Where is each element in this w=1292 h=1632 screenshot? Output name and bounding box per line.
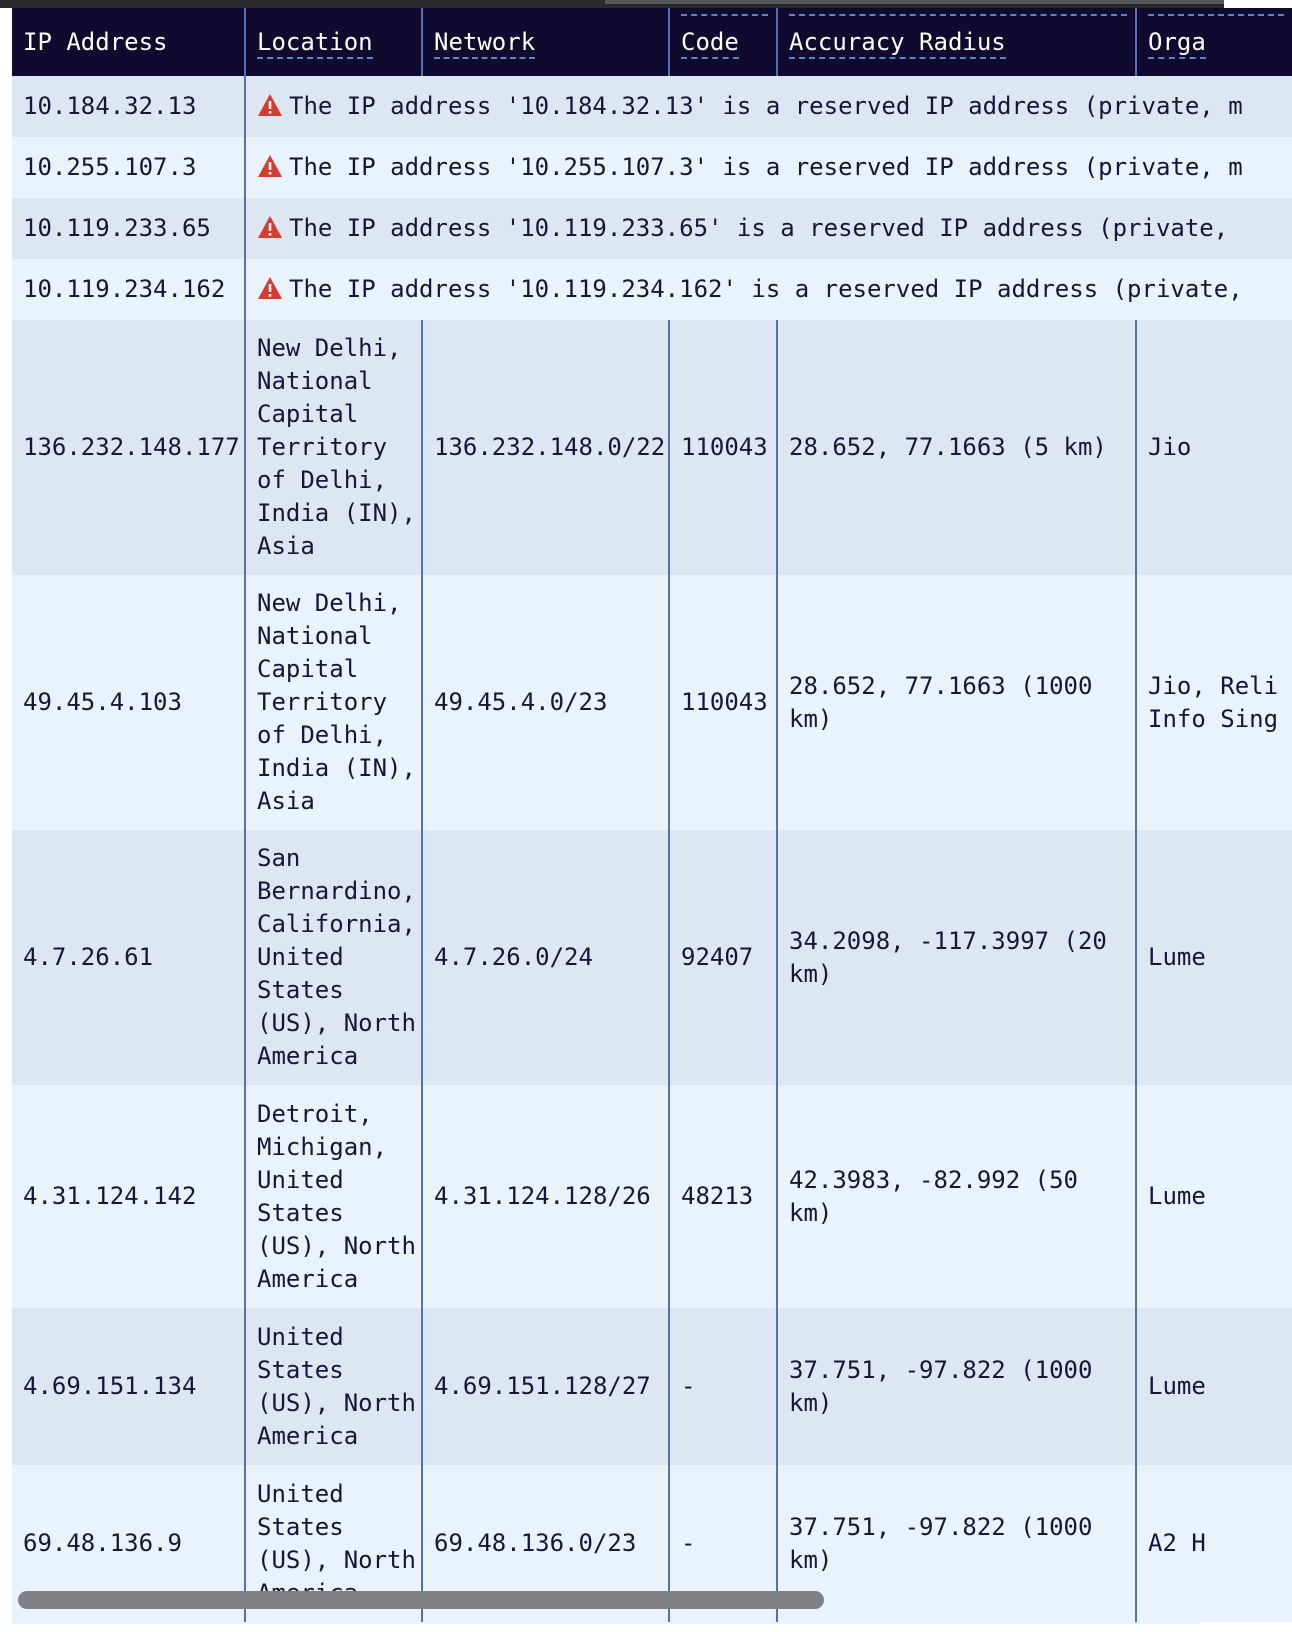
cell-organization: Jio — [1136, 320, 1292, 575]
cell-organization: Lume — [1136, 1308, 1292, 1465]
table-row — [12, 1308, 1292, 1465]
window-top-bar — [0, 0, 1224, 8]
cell-code: - — [669, 1308, 777, 1465]
cell-accuracy-radius: 28.652, 77.1663 (1000 km) — [777, 575, 1136, 830]
cell-location: New Delhi, National Capital Territory of Delhi, India (IN), Asia — [245, 575, 422, 830]
warning-icon — [257, 276, 283, 300]
cell-network: 4.31.124.128/26 — [422, 1085, 669, 1308]
cell-location: United States (US), North — [245, 1465, 422, 1622]
cell-location: United States (US), North America — [245, 1308, 422, 1465]
header-network[interactable]: Network — [422, 8, 669, 76]
table-header-row — [12, 8, 1292, 76]
cell-accuracy-radius: 37.751, -97.822 (1000 km) — [777, 1308, 1136, 1465]
table-row — [12, 259, 1292, 320]
reserved-ip-warning: The IP address '10.255.107.3' is a reserved IP address (private, m — [245, 137, 1292, 198]
cell-location: New Delhi, National Capital Territory of Delhi, India (IN), Asia — [245, 320, 422, 575]
table-row — [12, 575, 1292, 830]
cell-code: 92407 — [669, 830, 777, 1085]
cell-code: 110043 — [669, 575, 777, 830]
cell-ip: 10.184.32.13 — [12, 76, 245, 137]
cell-accuracy-radius: 34.2098, -117.3997 (20 km) — [777, 830, 1136, 1085]
table-row — [12, 76, 1292, 137]
cell-network: 49.45.4.0/23 — [422, 575, 669, 830]
table-row — [12, 198, 1292, 259]
cell-ip: 10.119.233.65 — [12, 198, 245, 259]
cell-organization: A2 H — [1136, 1465, 1292, 1622]
cell-location: Detroit, Michigan, United States (US), North America — [245, 1085, 422, 1308]
cell-ip: 4.31.124.142 — [12, 1085, 245, 1308]
warning-icon — [257, 215, 283, 239]
table-row — [12, 830, 1292, 1085]
header-accuracy-radius[interactable]: Accuracy Radius — [777, 8, 1136, 76]
cell-ip: 4.7.26.61 — [12, 830, 245, 1085]
reserved-ip-warning: The IP address '10.119.234.162' is a reserved IP address (private, — [245, 259, 1292, 320]
cell-ip: 4.69.151.134 — [12, 1308, 245, 1465]
table-row — [12, 137, 1292, 198]
cell-location: San Bernardino, California, United States (US), North America — [245, 830, 422, 1085]
cell-organization: Lume — [1136, 830, 1292, 1085]
warning-icon — [257, 154, 283, 178]
header-location[interactable]: Location — [245, 8, 422, 76]
header-code[interactable]: Code — [669, 8, 777, 76]
cell-code: - — [669, 1465, 777, 1622]
table-scroll-container[interactable] — [12, 8, 1279, 1624]
cell-network: 136.232.148.0/22 — [422, 320, 669, 575]
cell-organization: Jio, Reli Info Sing — [1136, 575, 1292, 830]
cell-code: 110043 — [669, 320, 777, 575]
ip-lookup-table — [12, 8, 1292, 1622]
cell-network: 4.69.151.128/27 — [422, 1308, 669, 1465]
cell-accuracy-radius: 37.751, -97.822 (1000 km) — [777, 1465, 1136, 1622]
horizontal-scrollbar-thumb[interactable] — [18, 1591, 824, 1609]
cell-accuracy-radius: 42.3983, -82.992 (50 km) — [777, 1085, 1136, 1308]
reserved-ip-warning: The IP address '10.184.32.13' is a reserved IP address (private, m — [245, 76, 1292, 137]
cell-ip: 49.45.4.103 — [12, 575, 245, 830]
cell-network: 4.7.26.0/24 — [422, 830, 669, 1085]
cell-ip: 69.48.136.9 — [12, 1465, 245, 1622]
header-ip-address[interactable]: IP Address — [12, 8, 245, 76]
cell-code: 48213 — [669, 1085, 777, 1308]
table-row — [12, 1085, 1292, 1308]
tab-strip — [605, 0, 1224, 4]
header-organization[interactable]: Orga — [1136, 8, 1292, 76]
cell-accuracy-radius: 28.652, 77.1663 (5 km) — [777, 320, 1136, 575]
cell-ip: 136.232.148.177 — [12, 320, 245, 575]
cell-ip: 10.119.234.162 — [12, 259, 245, 320]
table-row — [12, 320, 1292, 575]
cell-network: 69.48.136.0/23 — [422, 1465, 669, 1622]
cell-ip: 10.255.107.3 — [12, 137, 245, 198]
reserved-ip-warning: The IP address '10.119.233.65' is a reserved IP address (private, — [245, 198, 1292, 259]
warning-icon — [257, 93, 283, 117]
cell-organization: Lume — [1136, 1085, 1292, 1308]
